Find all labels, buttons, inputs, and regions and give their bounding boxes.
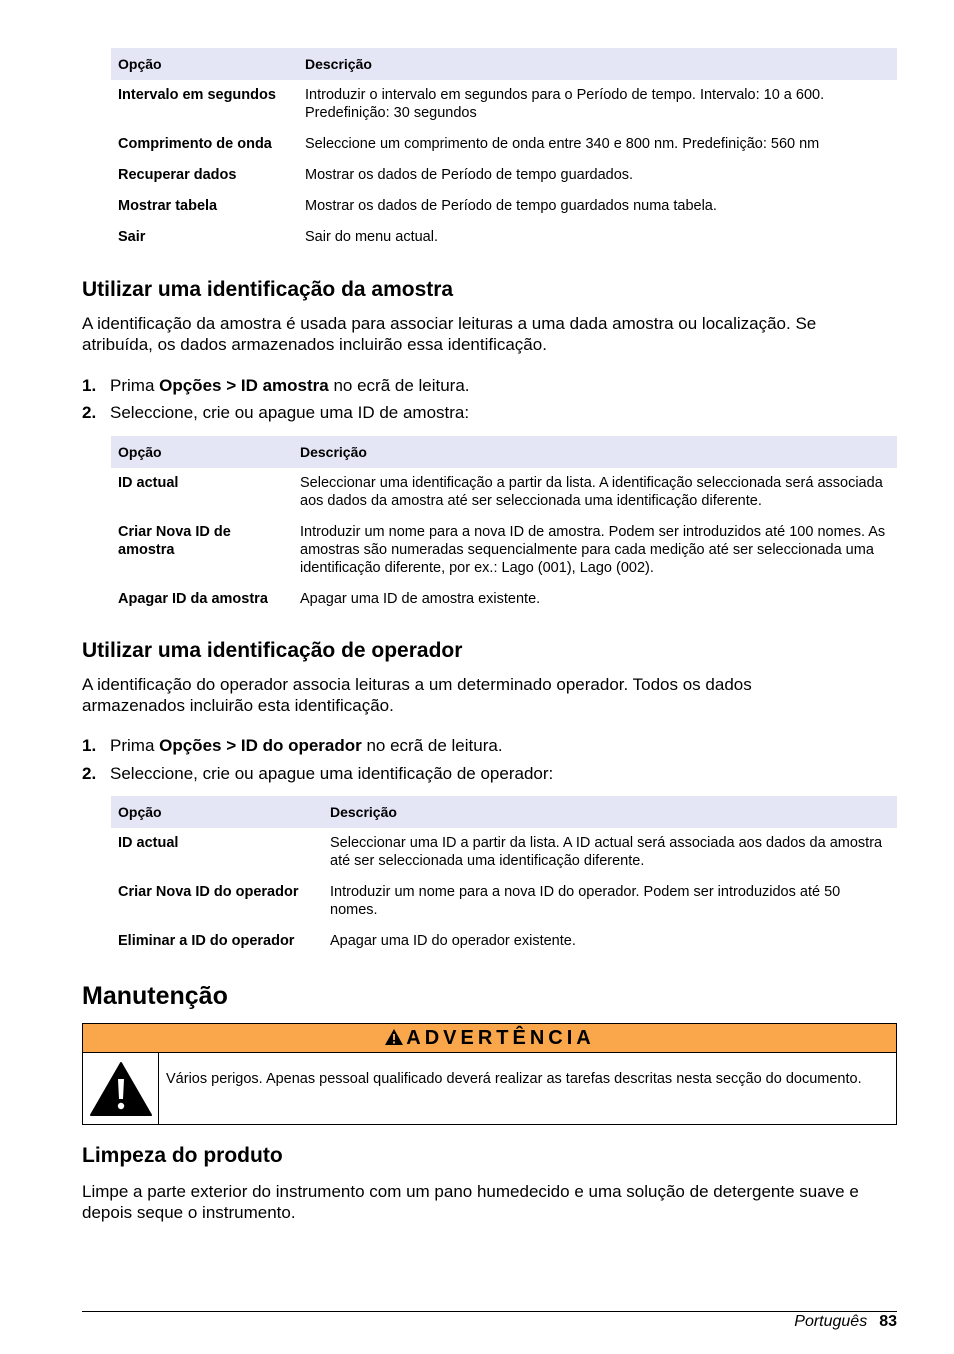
column-header-description: Descrição <box>293 436 897 468</box>
option-name: Mostrar tabela <box>118 198 218 214</box>
table-header-row <box>111 436 897 468</box>
step-number: 1. <box>82 376 97 395</box>
option-description: Apagar uma ID do operador existente. <box>330 933 576 949</box>
warning-triangle-small-icon <box>384 1028 404 1046</box>
table-row <box>111 129 897 160</box>
column-header-description: Descrição <box>298 48 897 80</box>
option-name: Comprimento de onda <box>118 136 272 152</box>
option-description: Seleccionar uma identificação a partir da lista. A identificação seleccionada será associada aos dados da amostra até ser seleccionada uma identificação diferente. <box>300 475 883 509</box>
section-body-sample-id: A identificação da amostra é usada para associar leituras a uma dada amostra ou localização. Se atribuída, os dados armazenados incluirão essa identificação. <box>82 314 817 354</box>
step-item <box>82 403 469 423</box>
step-text: Seleccione, crie ou apague uma identificação de operador: <box>110 764 554 783</box>
chapter-heading-maintenance: Manutenção <box>82 982 228 1010</box>
option-description: Mostrar os dados de Período de tempo guardados. <box>305 167 634 183</box>
warning-text: Vários perigos. Apenas pessoal qualificado deverá realizar as tarefas descritas nesta secção do documento. <box>166 1071 862 1087</box>
step-number: 2. <box>82 403 97 422</box>
option-description: Introduzir um nome para a nova ID de amostra. Podem ser introduzidos até 100 nomes. As amostras são numeradas sequencialmente para cada medição até ser seleccionada uma identificação diferente, por ex.: Lago (001), Lago (002). <box>300 524 886 576</box>
menu-path: Opções > ID amostra <box>159 376 329 395</box>
table-row <box>111 222 897 253</box>
table-row <box>111 584 897 615</box>
table-row <box>111 877 897 926</box>
section-heading-cleaning: Limpeza do produto <box>82 1144 283 1167</box>
section-body-cleaning: Limpe a parte exterior do instrumento com um pano humedecido e uma solução de detergente suave e depois seque o instrumento. <box>82 1182 859 1222</box>
warning-body <box>83 1053 896 1124</box>
column-header-option: Opção <box>111 796 323 828</box>
footer-divider <box>82 1311 897 1312</box>
option-name: Criar Nova ID de amostra <box>118 524 231 558</box>
page-footer <box>794 1313 897 1331</box>
option-name: ID actual <box>118 475 179 491</box>
step-item <box>82 376 470 396</box>
option-name: Apagar ID da amostra <box>118 591 268 607</box>
option-name: Eliminar a ID do operador <box>118 933 295 949</box>
options-table-time-period <box>82 48 897 253</box>
option-description: Apagar uma ID de amostra existente. <box>300 591 541 607</box>
column-header-option: Opção <box>111 48 298 80</box>
step-number: 2. <box>82 764 97 783</box>
table-header-row <box>111 48 897 80</box>
option-description: Seleccionar uma ID a partir da lista. A ID actual será associada aos dados da amostra até ser seleccionada uma identificação diferente. <box>330 835 883 869</box>
step-text: Prima Opções > ID do operador no ecrã de leitura. <box>110 736 503 755</box>
warning-header <box>83 1024 896 1053</box>
warning-label: ADVERTÊNCIA <box>406 1027 595 1049</box>
warning-triangle-icon <box>89 1061 153 1117</box>
step-item <box>82 736 503 756</box>
step-number: 1. <box>82 736 97 755</box>
options-table-operator-id <box>82 796 897 957</box>
menu-path: Opções > ID do operador <box>159 736 362 755</box>
table-row <box>111 517 897 584</box>
column-header-option: Opção <box>111 436 293 468</box>
option-name: Intervalo em segundos <box>118 87 276 103</box>
column-header-description: Descrição <box>323 796 897 828</box>
step-text: Prima Opções > ID amostra no ecrã de leitura. <box>110 376 470 395</box>
table-row <box>111 191 897 222</box>
option-description: Seleccione um comprimento de onda entre 340 e 800 nm. Predefinição: 560 nm <box>305 136 820 152</box>
option-name: Sair <box>118 229 146 245</box>
table-row <box>111 160 897 191</box>
option-name: Recuperar dados <box>118 167 237 183</box>
table-row <box>111 828 897 877</box>
table-header-row <box>111 796 897 828</box>
table-row <box>111 926 897 957</box>
warning-box <box>82 1023 897 1125</box>
option-name: ID actual <box>118 835 179 851</box>
table-row <box>111 468 897 517</box>
option-description: Introduzir um nome para a nova ID do operador. Podem ser introduzidos até 50 nomes. <box>330 884 841 918</box>
warning-icon-cell <box>83 1053 159 1124</box>
section-heading-operator-id: Utilizar uma identificação de operador <box>82 639 463 662</box>
table-row <box>111 80 897 129</box>
footer-language: Português <box>794 1313 868 1330</box>
option-description: Mostrar os dados de Período de tempo guardados numa tabela. <box>305 198 717 214</box>
options-table-sample-id <box>82 436 897 615</box>
section-heading-sample-id: Utilizar uma identificação da amostra <box>82 278 454 301</box>
section-body-operator-id: A identificação do operador associa leituras a um determinado operador. Todos os dados armazenados incluirão esta identificação. <box>82 675 752 715</box>
page-number: 83 <box>879 1313 897 1330</box>
option-description: Introduzir o intervalo em segundos para o Período de tempo. Intervalo: 10 a 600. Predefinição: 30 segundos <box>305 87 825 121</box>
option-name: Criar Nova ID do operador <box>118 884 299 900</box>
step-text: Seleccione, crie ou apague uma ID de amostra: <box>110 403 470 422</box>
step-item <box>82 764 553 784</box>
option-description: Sair do menu actual. <box>305 229 438 245</box>
